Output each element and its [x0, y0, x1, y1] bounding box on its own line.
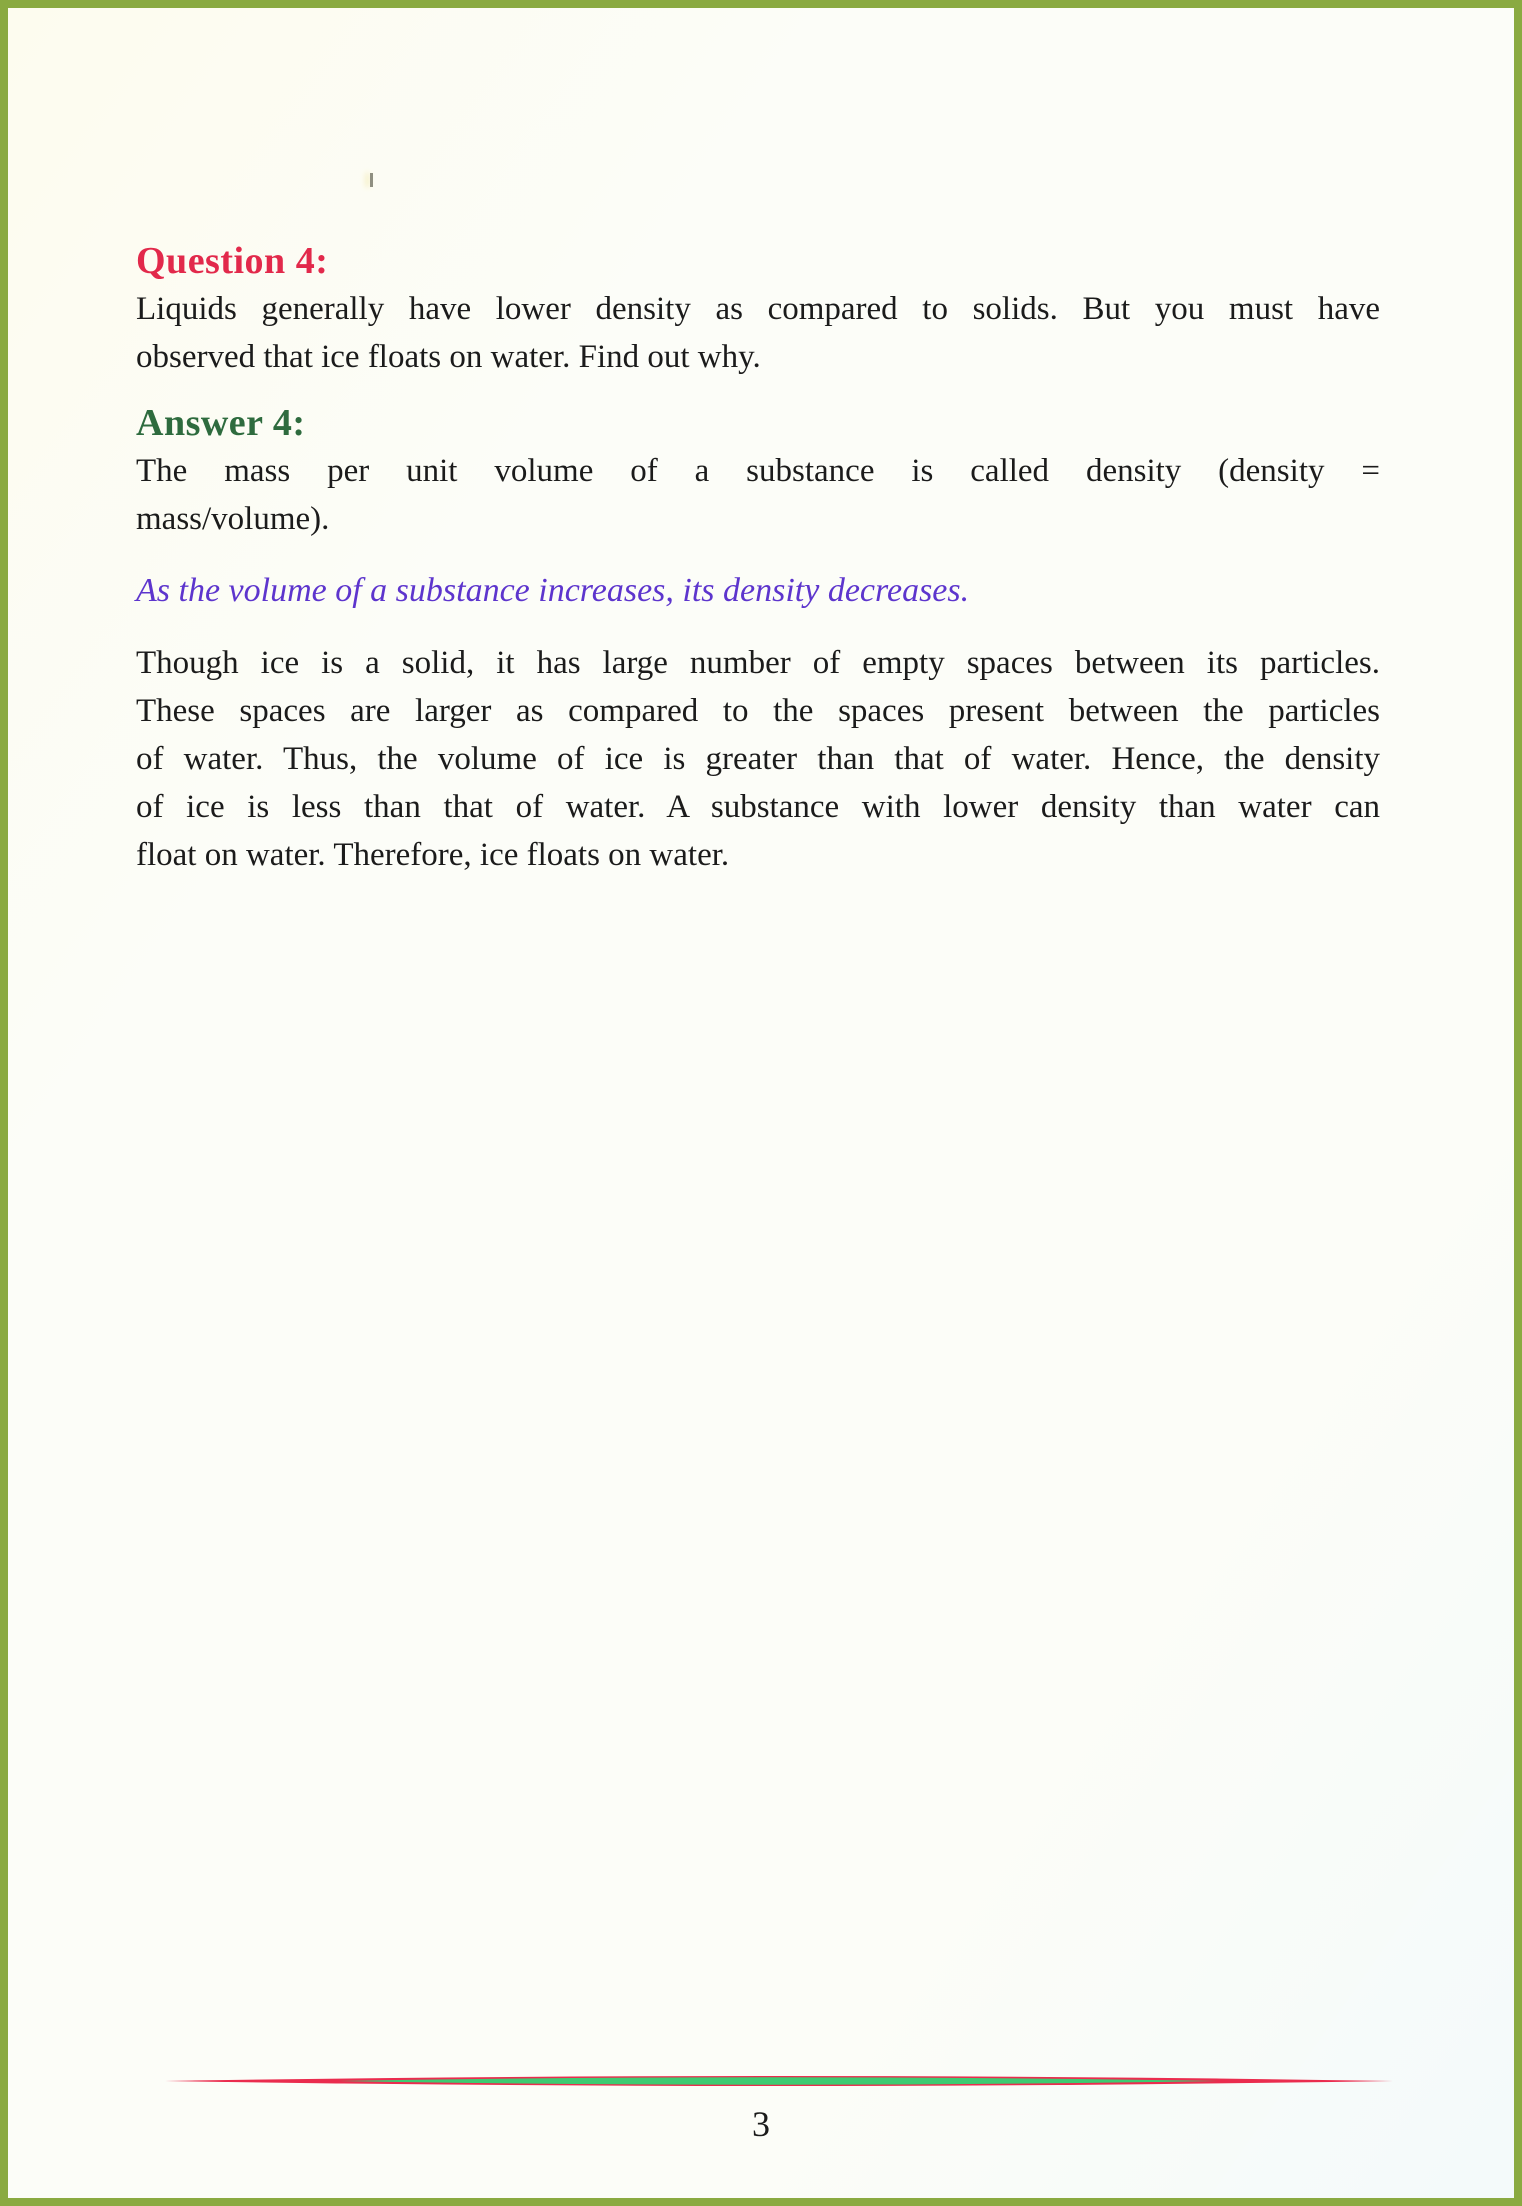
answer-body-paragraph	[136, 639, 1380, 879]
question-text-line-1: Liquids generally have lower density as compared to solids. But you must have	[136, 291, 1380, 327]
answer-note-italic: As the volume of a substance increases, its density decreases.	[136, 572, 970, 609]
answer-body-line-3: of water. Thus, the volume of ice is greater than that of water. Hence, the density	[136, 741, 1380, 777]
answer-body-line-5: float on water. Therefore, ice floats on water.	[136, 837, 730, 873]
answer-body-line-4: of ice is less than that of water. A substance with lower density than water can	[136, 789, 1380, 825]
answer-body-line-2: These spaces are larger as compared to the spaces present between the particles	[136, 693, 1380, 729]
answer-heading: Answer 4:	[136, 402, 306, 444]
answer-intro-line-2: mass/volume).	[136, 501, 330, 537]
answer-intro-line-1: The mass per unit volume of a substance is called density (density =	[136, 453, 1380, 489]
question-text-line-2: observed that ice floats on water. Find out why.	[136, 339, 761, 375]
page-content	[136, 8, 1380, 879]
page-number: 3	[752, 2104, 770, 2144]
footer-divider-ornament	[165, 2070, 1393, 2092]
question-heading: Question 4:	[136, 240, 329, 282]
answer-body-line-1: Though ice is a solid, it has large number of empty spaces between its particles.	[136, 645, 1380, 681]
